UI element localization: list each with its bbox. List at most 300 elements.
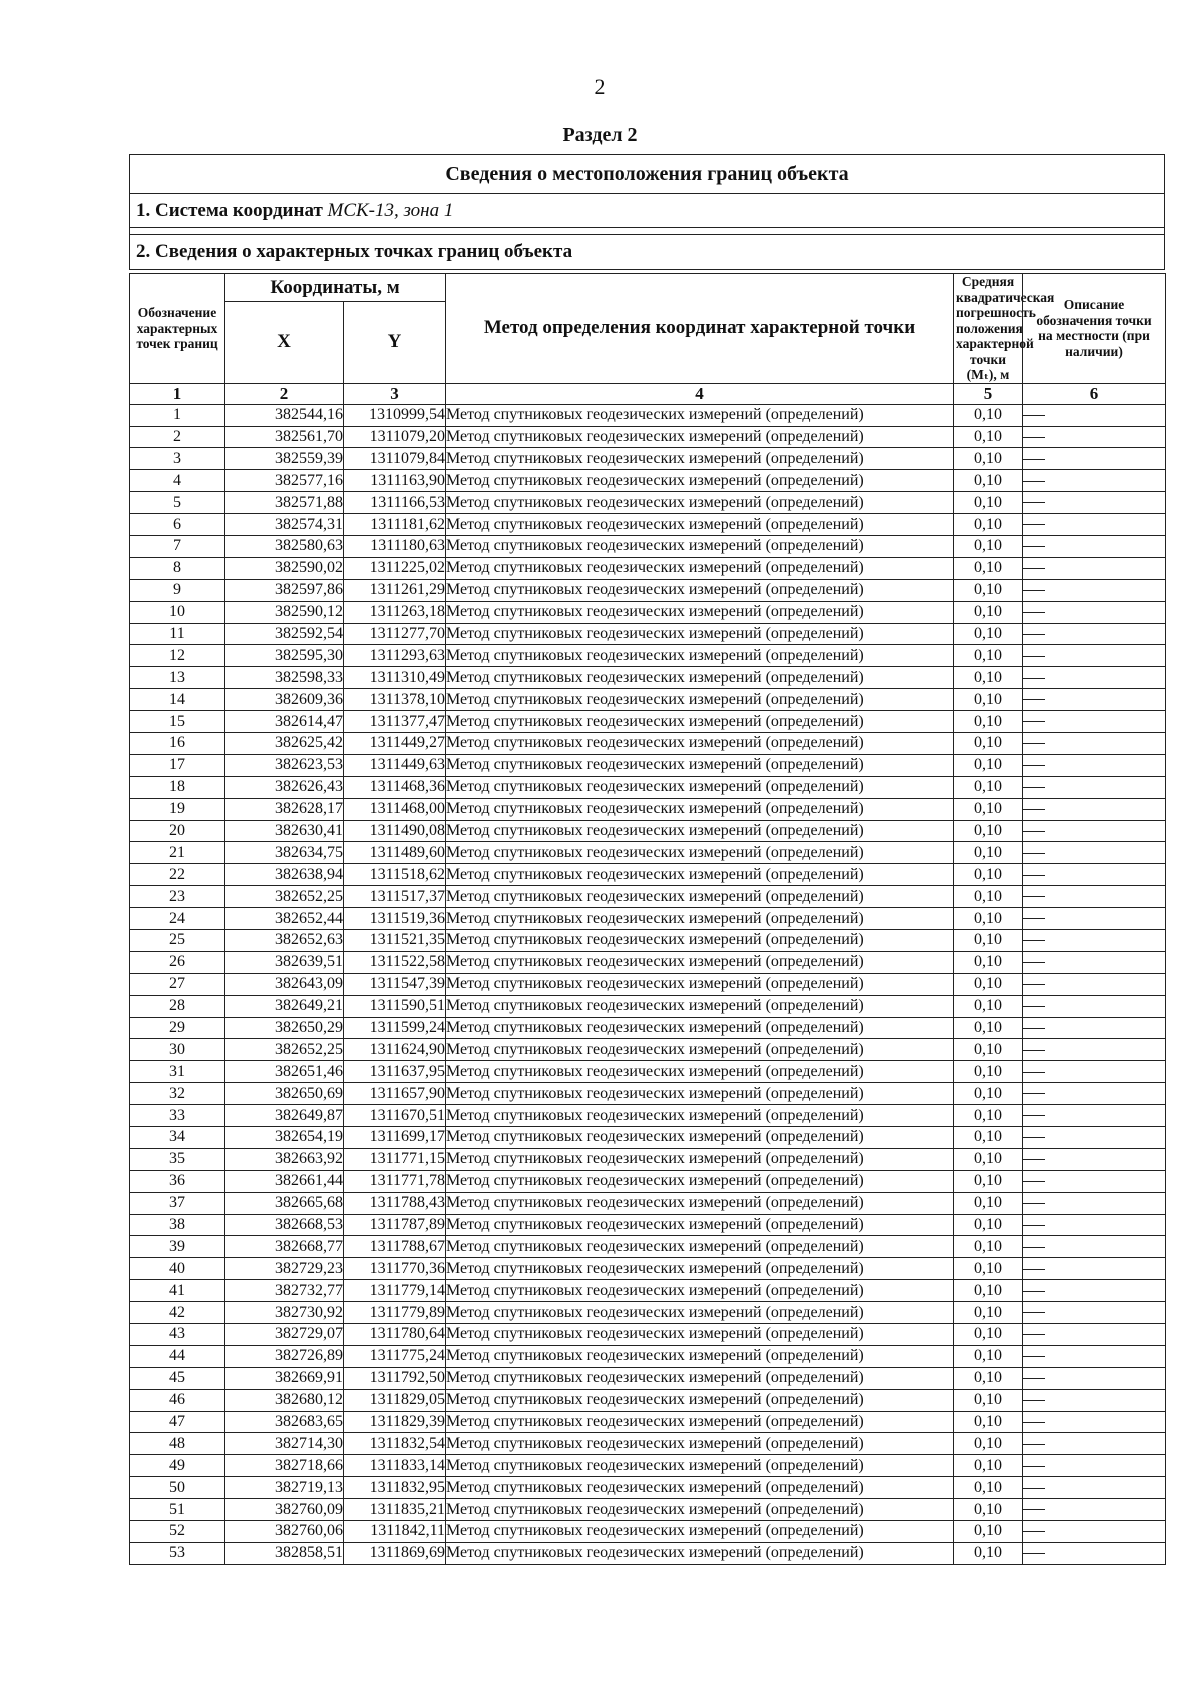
- point-number-cell: 1: [130, 404, 225, 426]
- y-coordinate-cell: 1311829,05: [344, 1389, 446, 1411]
- point-number-cell: 35: [130, 1148, 225, 1170]
- description-cell: [1023, 492, 1166, 514]
- dash-mark: [1023, 1312, 1045, 1313]
- y-coordinate-cell: 1311517,37: [344, 886, 446, 908]
- table-row: [130, 951, 1166, 973]
- method-cell: Метод спутниковых геодезических измерений (определений): [446, 1105, 954, 1127]
- method-cell: Метод спутниковых геодезических измерений (определений): [446, 689, 954, 711]
- x-coordinate-cell: 382650,69: [225, 1083, 344, 1105]
- point-number-cell: 8: [130, 557, 225, 579]
- table-row: [130, 623, 1166, 645]
- header-x: X: [225, 302, 344, 383]
- error-cell: 0,10: [954, 1236, 1023, 1258]
- table-row: [130, 864, 1166, 886]
- y-coordinate-cell: 1311599,24: [344, 1017, 446, 1039]
- description-cell: [1023, 1017, 1166, 1039]
- table-row: [130, 1477, 1166, 1499]
- table-row: [130, 842, 1166, 864]
- error-cell: 0,10: [954, 754, 1023, 776]
- description-cell: [1023, 1061, 1166, 1083]
- description-cell: [1023, 1214, 1166, 1236]
- y-coordinate-cell: 1311624,90: [344, 1039, 446, 1061]
- error-cell: 0,10: [954, 1170, 1023, 1192]
- column-number: 4: [446, 383, 954, 404]
- method-cell: Метод спутниковых геодезических измерений (определений): [446, 842, 954, 864]
- description-cell: [1023, 1499, 1166, 1521]
- method-cell: Метод спутниковых геодезических измерений (определений): [446, 995, 954, 1017]
- table-row: [130, 1433, 1166, 1455]
- header-description: Описание обозначения точки на местности (при наличии): [1023, 274, 1166, 384]
- x-coordinate-cell: 382614,47: [225, 711, 344, 733]
- dash-mark: [1023, 918, 1045, 919]
- method-cell: Метод спутниковых геодезических измерений (определений): [446, 1017, 954, 1039]
- point-number-cell: 38: [130, 1214, 225, 1236]
- x-coordinate-cell: 382580,63: [225, 535, 344, 557]
- header-coordinates: Координаты, м: [225, 274, 446, 302]
- error-cell: 0,10: [954, 711, 1023, 733]
- y-coordinate-cell: 1311079,84: [344, 448, 446, 470]
- y-coordinate-cell: 1311180,63: [344, 535, 446, 557]
- description-cell: [1023, 732, 1166, 754]
- x-coordinate-cell: 382661,44: [225, 1170, 344, 1192]
- table-row: [130, 929, 1166, 951]
- method-cell: Метод спутниковых геодезических измерений (определений): [446, 1499, 954, 1521]
- description-cell: [1023, 995, 1166, 1017]
- points-heading: 2. Сведения о характерных точках границ объекта: [136, 241, 573, 262]
- error-cell: 0,10: [954, 973, 1023, 995]
- point-number-cell: 46: [130, 1389, 225, 1411]
- coord-system-line: [130, 194, 1164, 228]
- point-number-cell: 28: [130, 995, 225, 1017]
- dash-mark: [1023, 1466, 1045, 1467]
- point-number-cell: 22: [130, 864, 225, 886]
- y-coordinate-cell: 1311829,39: [344, 1411, 446, 1433]
- table-row: [130, 1258, 1166, 1280]
- characteristic-points-table: [129, 273, 1166, 1565]
- x-coordinate-cell: 382718,66: [225, 1455, 344, 1477]
- dash-mark: [1023, 853, 1045, 854]
- point-number-cell: 25: [130, 929, 225, 951]
- table-row: [130, 1083, 1166, 1105]
- description-cell: [1023, 886, 1166, 908]
- description-cell: [1023, 689, 1166, 711]
- frame-divider: [130, 228, 1164, 235]
- point-number-cell: 15: [130, 711, 225, 733]
- table-row: [130, 1411, 1166, 1433]
- point-number-cell: 3: [130, 448, 225, 470]
- y-coordinate-cell: 1311842,11: [344, 1521, 446, 1543]
- table-row: [130, 1542, 1166, 1564]
- x-coordinate-cell: 382665,68: [225, 1192, 344, 1214]
- x-coordinate-cell: 382729,23: [225, 1258, 344, 1280]
- description-cell: [1023, 1367, 1166, 1389]
- y-coordinate-cell: 1311590,51: [344, 995, 446, 1017]
- dash-mark: [1023, 1181, 1045, 1182]
- coord-system-value: МСК-13, зона 1: [327, 200, 454, 221]
- object-boundaries-frame: [129, 154, 1165, 270]
- point-number-cell: 33: [130, 1105, 225, 1127]
- method-cell: Метод спутниковых геодезических измерений (определений): [446, 535, 954, 557]
- dash-mark: [1023, 1137, 1045, 1138]
- error-cell: 0,10: [954, 557, 1023, 579]
- table-row: [130, 1236, 1166, 1258]
- method-cell: Метод спутниковых геодезических измерений (определений): [446, 514, 954, 536]
- point-number-cell: 34: [130, 1127, 225, 1149]
- table-row: [130, 1170, 1166, 1192]
- description-cell: [1023, 667, 1166, 689]
- x-coordinate-cell: 382649,87: [225, 1105, 344, 1127]
- y-coordinate-cell: 1311468,00: [344, 798, 446, 820]
- description-cell: [1023, 514, 1166, 536]
- error-cell: 0,10: [954, 1017, 1023, 1039]
- method-cell: Метод спутниковых геодезических измерений (определений): [446, 754, 954, 776]
- description-cell: [1023, 448, 1166, 470]
- method-cell: Метод спутниковых геодезических измерений (определений): [446, 426, 954, 448]
- error-cell: 0,10: [954, 514, 1023, 536]
- table-row: [130, 1389, 1166, 1411]
- x-coordinate-cell: 382625,42: [225, 732, 344, 754]
- error-cell: 0,10: [954, 1280, 1023, 1302]
- table-row: [130, 1521, 1166, 1543]
- method-cell: Метод спутниковых геодезических измерений (определений): [446, 908, 954, 930]
- x-coordinate-cell: 382668,53: [225, 1214, 344, 1236]
- method-cell: Метод спутниковых геодезических измерений (определений): [446, 645, 954, 667]
- point-number-cell: 49: [130, 1455, 225, 1477]
- description-cell: [1023, 535, 1166, 557]
- error-cell: 0,10: [954, 1411, 1023, 1433]
- column-number: 3: [344, 383, 446, 404]
- x-coordinate-cell: 382732,77: [225, 1280, 344, 1302]
- y-coordinate-cell: 1311657,90: [344, 1083, 446, 1105]
- x-coordinate-cell: 382574,31: [225, 514, 344, 536]
- description-cell: [1023, 645, 1166, 667]
- point-number-cell: 23: [130, 886, 225, 908]
- method-cell: Метод спутниковых геодезических измерений (определений): [446, 448, 954, 470]
- x-coordinate-cell: 382544,16: [225, 404, 344, 426]
- point-number-cell: 6: [130, 514, 225, 536]
- point-number-cell: 12: [130, 645, 225, 667]
- point-number-cell: 40: [130, 1258, 225, 1280]
- point-number-cell: 36: [130, 1170, 225, 1192]
- x-coordinate-cell: 382592,54: [225, 623, 344, 645]
- description-cell: [1023, 1236, 1166, 1258]
- y-coordinate-cell: 1311770,36: [344, 1258, 446, 1280]
- dash-mark: [1023, 1291, 1045, 1292]
- point-number-cell: 11: [130, 623, 225, 645]
- x-coordinate-cell: 382726,89: [225, 1345, 344, 1367]
- point-number-cell: 7: [130, 535, 225, 557]
- error-cell: 0,10: [954, 1542, 1023, 1564]
- header-point-label: Обозначение характерных точек границ: [130, 274, 225, 384]
- table-row: [130, 1192, 1166, 1214]
- dash-mark: [1023, 721, 1045, 722]
- table-row: [130, 448, 1166, 470]
- table-row: [130, 1367, 1166, 1389]
- table-row: [130, 1455, 1166, 1477]
- method-cell: Метод спутниковых геодезических измерений (определений): [446, 973, 954, 995]
- x-coordinate-cell: 382561,70: [225, 426, 344, 448]
- method-cell: Метод спутниковых геодезических измерений (определений): [446, 864, 954, 886]
- table-row: [130, 711, 1166, 733]
- error-cell: 0,10: [954, 667, 1023, 689]
- error-cell: 0,10: [954, 908, 1023, 930]
- dash-mark: [1023, 546, 1045, 547]
- x-coordinate-cell: 382683,65: [225, 1411, 344, 1433]
- dash-mark: [1023, 1444, 1045, 1445]
- description-cell: [1023, 842, 1166, 864]
- point-number-cell: 18: [130, 776, 225, 798]
- error-cell: 0,10: [954, 470, 1023, 492]
- y-coordinate-cell: 1311522,58: [344, 951, 446, 973]
- table-row: [130, 1105, 1166, 1127]
- dash-mark: [1023, 962, 1045, 963]
- x-coordinate-cell: 382623,53: [225, 754, 344, 776]
- description-cell: [1023, 929, 1166, 951]
- table-row: [130, 579, 1166, 601]
- description-cell: [1023, 1105, 1166, 1127]
- dash-mark: [1023, 1006, 1045, 1007]
- error-cell: 0,10: [954, 1192, 1023, 1214]
- error-cell: 0,10: [954, 404, 1023, 426]
- point-number-cell: 19: [130, 798, 225, 820]
- method-cell: Метод спутниковых геодезических измерений (определений): [446, 1258, 954, 1280]
- x-coordinate-cell: 382652,63: [225, 929, 344, 951]
- table-row: [130, 1345, 1166, 1367]
- dash-mark: [1023, 940, 1045, 941]
- y-coordinate-cell: 1311166,53: [344, 492, 446, 514]
- description-cell: [1023, 1411, 1166, 1433]
- y-coordinate-cell: 1311468,36: [344, 776, 446, 798]
- error-cell: 0,10: [954, 448, 1023, 470]
- dash-mark: [1023, 875, 1045, 876]
- table-row: [130, 995, 1166, 1017]
- table-row: [130, 514, 1166, 536]
- x-coordinate-cell: 382668,77: [225, 1236, 344, 1258]
- x-coordinate-cell: 382597,86: [225, 579, 344, 601]
- description-cell: [1023, 1192, 1166, 1214]
- y-coordinate-cell: 1311490,08: [344, 820, 446, 842]
- section-title: Раздел 2: [562, 124, 638, 146]
- dash-mark: [1023, 481, 1045, 482]
- method-cell: Метод спутниковых геодезических измерений (определений): [446, 1367, 954, 1389]
- error-cell: 0,10: [954, 798, 1023, 820]
- method-cell: Метод спутниковых геодезических измерений (определений): [446, 951, 954, 973]
- error-cell: 0,10: [954, 579, 1023, 601]
- y-coordinate-cell: 1311518,62: [344, 864, 446, 886]
- x-coordinate-cell: 382730,92: [225, 1302, 344, 1324]
- x-coordinate-cell: 382663,92: [225, 1148, 344, 1170]
- dash-mark: [1023, 984, 1045, 985]
- description-cell: [1023, 1324, 1166, 1346]
- y-coordinate-cell: 1311377,47: [344, 711, 446, 733]
- error-cell: 0,10: [954, 1083, 1023, 1105]
- dash-mark: [1023, 1028, 1045, 1029]
- dash-mark: [1023, 524, 1045, 525]
- x-coordinate-cell: 382669,91: [225, 1367, 344, 1389]
- description-cell: [1023, 973, 1166, 995]
- x-coordinate-cell: 382598,33: [225, 667, 344, 689]
- point-number-cell: 16: [130, 732, 225, 754]
- y-coordinate-cell: 1311449,63: [344, 754, 446, 776]
- description-cell: [1023, 601, 1166, 623]
- y-coordinate-cell: 1311225,02: [344, 557, 446, 579]
- point-number-cell: 42: [130, 1302, 225, 1324]
- dash-mark: [1023, 1400, 1045, 1401]
- dash-mark: [1023, 1422, 1045, 1423]
- x-coordinate-cell: 382628,17: [225, 798, 344, 820]
- method-cell: Метод спутниковых геодезических измерений (определений): [446, 820, 954, 842]
- x-coordinate-cell: 382649,21: [225, 995, 344, 1017]
- method-cell: Метод спутниковых геодезических измерений (определений): [446, 1236, 954, 1258]
- dash-mark: [1023, 612, 1045, 613]
- y-coordinate-cell: 1311079,20: [344, 426, 446, 448]
- table-row: [130, 1324, 1166, 1346]
- column-number: 2: [225, 383, 344, 404]
- x-coordinate-cell: 382571,88: [225, 492, 344, 514]
- method-cell: Метод спутниковых геодезических измерений (определений): [446, 623, 954, 645]
- dash-mark: [1023, 1159, 1045, 1160]
- y-coordinate-cell: 1311788,67: [344, 1236, 446, 1258]
- dash-mark: [1023, 415, 1045, 416]
- table-row: [130, 404, 1166, 426]
- method-cell: Метод спутниковых геодезических измерений (определений): [446, 601, 954, 623]
- y-coordinate-cell: 1311181,62: [344, 514, 446, 536]
- table-row: [130, 470, 1166, 492]
- x-coordinate-cell: 382590,12: [225, 601, 344, 623]
- description-cell: [1023, 557, 1166, 579]
- description-cell: [1023, 470, 1166, 492]
- method-cell: Метод спутниковых геодезических измерений (определений): [446, 1280, 954, 1302]
- method-cell: Метод спутниковых геодезических измерений (определений): [446, 1214, 954, 1236]
- page-number: 2: [594, 74, 606, 99]
- y-coordinate-cell: 1311489,60: [344, 842, 446, 864]
- dash-mark: [1023, 1225, 1045, 1226]
- method-cell: Метод спутниковых геодезических измерений (определений): [446, 732, 954, 754]
- error-cell: 0,10: [954, 645, 1023, 667]
- y-coordinate-cell: 1311771,15: [344, 1148, 446, 1170]
- y-coordinate-cell: 1311547,39: [344, 973, 446, 995]
- method-cell: Метод спутниковых геодезических измерений (определений): [446, 1192, 954, 1214]
- dash-mark: [1023, 1334, 1045, 1335]
- point-number-cell: 21: [130, 842, 225, 864]
- dash-mark: [1023, 787, 1045, 788]
- x-coordinate-cell: 382559,39: [225, 448, 344, 470]
- point-number-cell: 32: [130, 1083, 225, 1105]
- method-cell: Метод спутниковых геодезических измерений (определений): [446, 1039, 954, 1061]
- dash-mark: [1023, 1356, 1045, 1357]
- description-cell: [1023, 1521, 1166, 1543]
- column-number-row: [130, 383, 1166, 404]
- header-error: Средняя квадратическая погрешность положения характерной точки (Mₜ), м: [954, 274, 1023, 384]
- dash-mark: [1023, 568, 1045, 569]
- error-cell: 0,10: [954, 1389, 1023, 1411]
- y-coordinate-cell: 1311780,64: [344, 1324, 446, 1346]
- table-row: [130, 798, 1166, 820]
- y-coordinate-cell: 1311832,95: [344, 1477, 446, 1499]
- point-number-cell: 9: [130, 579, 225, 601]
- point-number-cell: 24: [130, 908, 225, 930]
- point-number-cell: 30: [130, 1039, 225, 1061]
- y-coordinate-cell: 1311779,14: [344, 1280, 446, 1302]
- point-number-cell: 10: [130, 601, 225, 623]
- y-coordinate-cell: 1311449,27: [344, 732, 446, 754]
- dash-mark: [1023, 656, 1045, 657]
- method-cell: Метод спутниковых геодезических измерений (определений): [446, 1433, 954, 1455]
- error-cell: 0,10: [954, 1105, 1023, 1127]
- description-cell: [1023, 1039, 1166, 1061]
- table-row: [130, 1214, 1166, 1236]
- method-cell: Метод спутниковых геодезических измерений (определений): [446, 711, 954, 733]
- error-cell: 0,10: [954, 1521, 1023, 1543]
- description-cell: [1023, 404, 1166, 426]
- dash-mark: [1023, 1072, 1045, 1073]
- error-cell: 0,10: [954, 1302, 1023, 1324]
- point-number-cell: 27: [130, 973, 225, 995]
- error-cell: 0,10: [954, 1148, 1023, 1170]
- x-coordinate-cell: 382638,94: [225, 864, 344, 886]
- error-cell: 0,10: [954, 601, 1023, 623]
- point-number-cell: 31: [130, 1061, 225, 1083]
- y-coordinate-cell: 1311779,89: [344, 1302, 446, 1324]
- error-cell: 0,10: [954, 426, 1023, 448]
- x-coordinate-cell: 382650,29: [225, 1017, 344, 1039]
- error-cell: 0,10: [954, 492, 1023, 514]
- method-cell: Метод спутниковых геодезических измерений (определений): [446, 1148, 954, 1170]
- y-coordinate-cell: 1311869,69: [344, 1542, 446, 1564]
- point-number-cell: 47: [130, 1411, 225, 1433]
- method-cell: Метод спутниковых геодезических измерений (определений): [446, 798, 954, 820]
- description-cell: [1023, 426, 1166, 448]
- x-coordinate-cell: 382651,46: [225, 1061, 344, 1083]
- method-cell: Метод спутниковых геодезических измерений (определений): [446, 404, 954, 426]
- dash-mark: [1023, 1488, 1045, 1489]
- table-row: [130, 732, 1166, 754]
- points-body: [130, 404, 1166, 1564]
- dash-mark: [1023, 896, 1045, 897]
- description-cell: [1023, 1258, 1166, 1280]
- method-cell: Метод спутниковых геодезических измерений (определений): [446, 929, 954, 951]
- x-coordinate-cell: 382760,06: [225, 1521, 344, 1543]
- error-cell: 0,10: [954, 732, 1023, 754]
- method-cell: Метод спутниковых геодезических измерений (определений): [446, 1455, 954, 1477]
- description-cell: [1023, 798, 1166, 820]
- error-cell: 0,10: [954, 995, 1023, 1017]
- x-coordinate-cell: 382714,30: [225, 1433, 344, 1455]
- error-cell: 0,10: [954, 1367, 1023, 1389]
- description-cell: [1023, 754, 1166, 776]
- x-coordinate-cell: 382760,09: [225, 1499, 344, 1521]
- x-coordinate-cell: 382609,36: [225, 689, 344, 711]
- dash-mark: [1023, 502, 1045, 503]
- y-coordinate-cell: 1311519,36: [344, 908, 446, 930]
- y-coordinate-cell: 1311293,63: [344, 645, 446, 667]
- table-row: [130, 426, 1166, 448]
- table-row: [130, 557, 1166, 579]
- y-coordinate-cell: 1311261,29: [344, 579, 446, 601]
- y-coordinate-cell: 1311788,43: [344, 1192, 446, 1214]
- error-cell: 0,10: [954, 842, 1023, 864]
- error-cell: 0,10: [954, 1499, 1023, 1521]
- table-row: [130, 908, 1166, 930]
- point-number-cell: 51: [130, 1499, 225, 1521]
- y-coordinate-cell: 1311163,90: [344, 470, 446, 492]
- description-cell: [1023, 820, 1166, 842]
- y-coordinate-cell: 1310999,54: [344, 404, 446, 426]
- table-row: [130, 1148, 1166, 1170]
- x-coordinate-cell: 382652,25: [225, 1039, 344, 1061]
- dash-mark: [1023, 437, 1045, 438]
- table-row: [130, 776, 1166, 798]
